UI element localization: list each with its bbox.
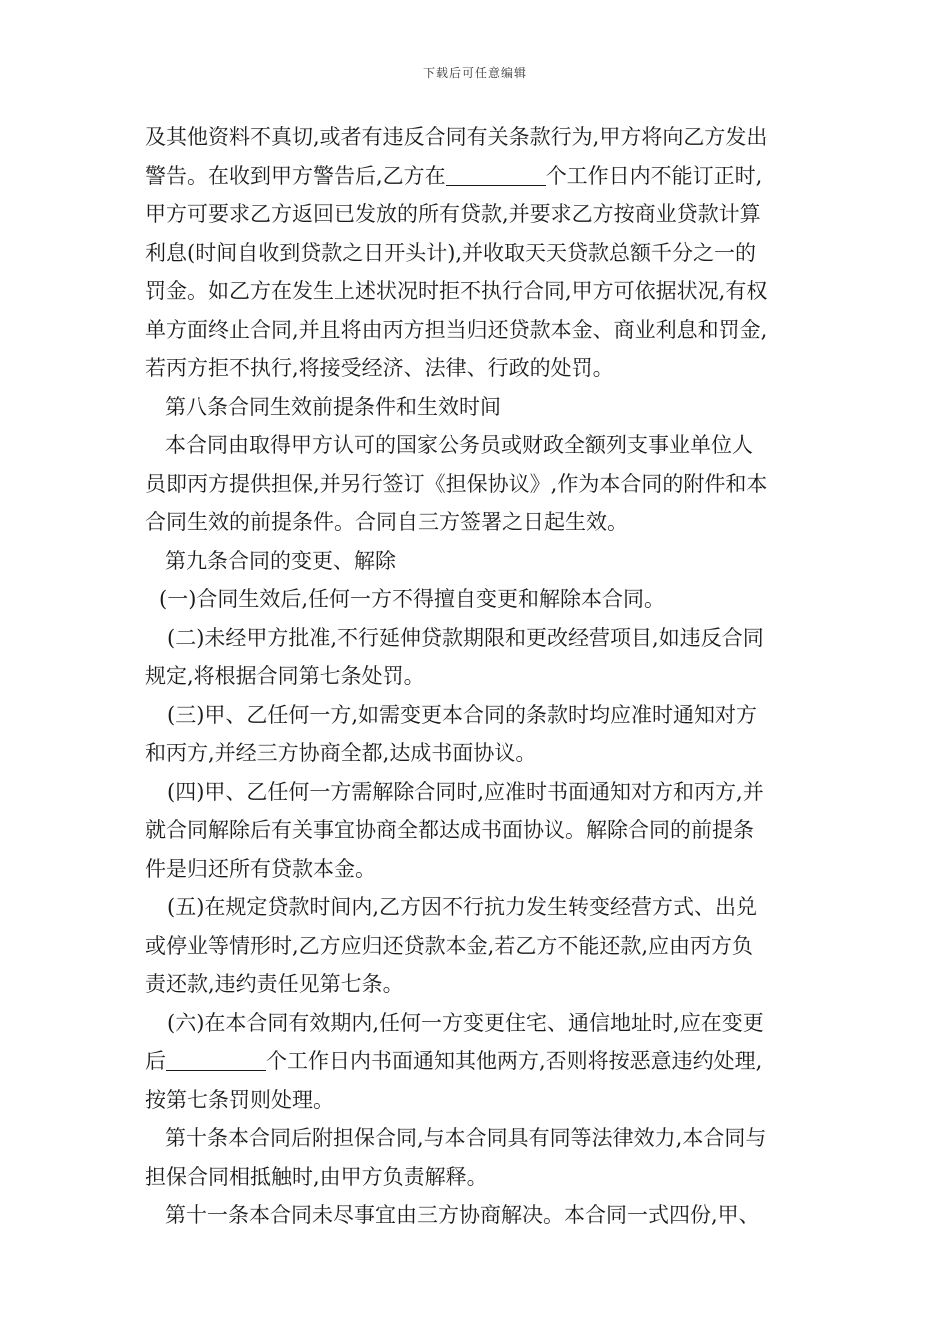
text-line: 后 个工作日内书面通知其他两方,否则将按恶意违约处理, [145,1049,763,1073]
text-line: 或停业等情形时,乙方应归还贷款本金,若乙方不能还款,应由丙方负 [145,933,754,958]
text-line: 利息(时间自收到贷款之日开头计),并收取天天贷款总额千分之一的 [145,240,757,265]
text-line: 合同生效的前提条件。合同自三方签署之日起生效。 [145,510,628,534]
text-line: 规定,将根据合同第七条处罚。 [145,664,425,688]
text-line: 警告。在收到甲方警告后,乙方在 个工作日内不能订正时, [145,163,763,188]
text-line: (二)未经甲方批准,不行延伸贷款期限和更改经营项目,如违反合同 [167,625,764,650]
text-line: 第十条本合同后附担保合同,与本合同具有同等法律效力,本合同与 [165,1126,767,1150]
text-line: (四)甲、乙任何一方需解除合同时,应准时书面通知对方和丙方,并 [167,779,764,804]
text-line: 甲方可要求乙方返回已发放的所有贷款,并要求乙方按商业贷款计算 [145,202,761,226]
text-line: 责还款,违约责任见第七条。 [145,972,404,996]
text-line: (六)在本合同有效期内,任何一方变更住宅、通信地址时,应在变更 [167,1010,764,1035]
text-line: 若丙方拒不执行,将接受经济、法律、行政的处罚。 [145,356,614,380]
text-line: (一)合同生效后,任何一方不得擅自变更和解除本合同。 [159,587,666,611]
text-line: 第十一条本合同未尽事宜由三方协商解决。本合同一式四份,甲、 [165,1203,760,1227]
text-line: 担保合同相抵触时,由甲方负责解释。 [145,1164,488,1189]
text-line: 就合同解除后有关事宜协商全都达成书面协议。解除合同的前提条 [145,818,754,842]
text-line: 件是归还所有贷款本金。 [145,856,376,881]
fill-in-blank [166,1050,266,1071]
text-line: (五)在规定贷款时间内,乙方因不行抗力发生转变经营方式、出兑 [167,895,758,919]
text-line: 及其他资料不真切,或者有违反合同有关条款行为,甲方将向乙方发出 [145,125,768,149]
section-heading: 第八条合同生效前提条件和生效时间 [165,394,501,419]
text-line: 单方面终止合同,并且将由丙方担当归还贷款本金、商业利息和罚金, [145,317,768,342]
section-heading: 第九条合同的变更、解除 [165,548,396,573]
page-header: 下载后可任意编辑 [422,66,527,80]
text-line: 员即丙方提供担保,并另行签订《担保协议》,作为本合同的附件和本 [145,471,768,496]
text-line: 和丙方,并经三方协商全都,达成书面协议。 [145,741,537,765]
fill-in-blank [446,165,546,186]
text-line: 按第七条罚则处理。 [145,1087,334,1112]
document-body [145,118,811,1235]
text-line: (三)甲、乙任何一方,如需变更本合同的条款时均应准时通知对方 [167,702,758,727]
text-line: 罚金。如乙方在发生上述状况时拒不执行合同,甲方可依据状况,有权 [145,279,768,303]
text-line: 本合同由取得甲方认可的国家公务员或财政全额列支事业单位人 [165,433,753,457]
